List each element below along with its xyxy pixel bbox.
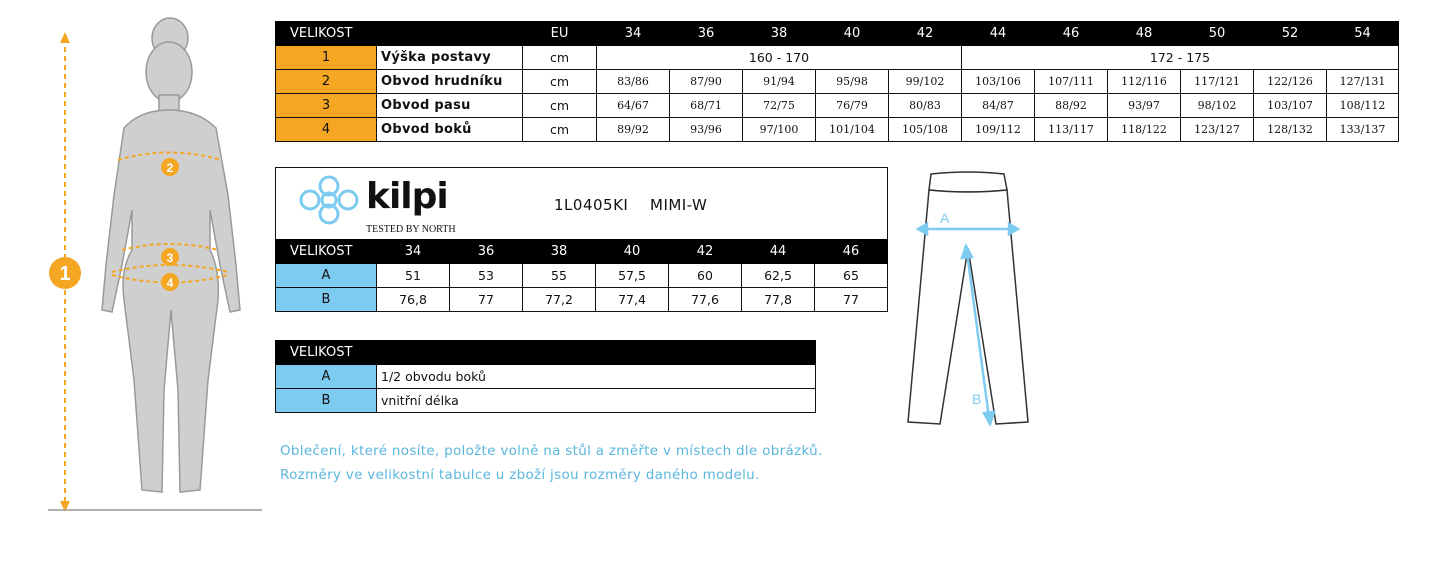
header-size: 46	[815, 240, 888, 264]
table-row	[276, 70, 1399, 94]
table-row	[276, 94, 1399, 118]
header-size: 42	[889, 22, 962, 46]
value-cell: 107/111	[1035, 70, 1108, 94]
value-cell: 83/86	[597, 70, 670, 94]
value-cell: 112/116	[1108, 70, 1181, 94]
value-cell: 77,6	[669, 288, 742, 312]
row-key: B	[276, 389, 377, 413]
value-cell: 68/71	[670, 94, 743, 118]
value-cell: 122/126	[1254, 70, 1327, 94]
header-size: 38	[743, 22, 816, 46]
svg-text:2: 2	[166, 161, 174, 175]
svg-text:4: 4	[166, 276, 174, 290]
value-cell: 98/102	[1181, 94, 1254, 118]
row-label: Obvod pasu	[377, 94, 523, 118]
header-size: 50	[1181, 22, 1254, 46]
row-label: Výška postavy	[377, 46, 523, 70]
product-header	[276, 168, 888, 240]
value-cell: 105/108	[889, 118, 962, 142]
header-velikost: VELIKOST	[276, 22, 377, 46]
pants-label-a: A	[940, 210, 950, 226]
header-size: 40	[596, 240, 669, 264]
header-size: 38	[523, 240, 596, 264]
svg-text:1: 1	[59, 263, 71, 285]
value-cell: 128/132	[1254, 118, 1327, 142]
product-banner	[276, 168, 888, 240]
value-cell: 103/106	[962, 70, 1035, 94]
value-cell: 80/83	[889, 94, 962, 118]
row-number: 1	[276, 46, 377, 70]
value-cell: 93/96	[670, 118, 743, 142]
value-cell: 57,5	[596, 264, 669, 288]
value-cell: 127/131	[1327, 70, 1399, 94]
header-eu: EU	[523, 22, 597, 46]
marker-2	[161, 158, 179, 176]
header-size: 42	[669, 240, 742, 264]
kilpi-knot-icon	[298, 174, 360, 226]
header-size: 52	[1254, 22, 1327, 46]
table-row	[276, 264, 888, 288]
value-cell: 99/102	[889, 70, 962, 94]
header-size: 34	[377, 240, 450, 264]
value-cell: 95/98	[816, 70, 889, 94]
marker-3	[161, 248, 179, 266]
legend-table	[275, 340, 816, 413]
row-number: 3	[276, 94, 377, 118]
table-row	[276, 46, 1399, 70]
row-unit: cm	[523, 94, 597, 118]
value-cell: 108/112	[1327, 94, 1399, 118]
value-cell: 51	[377, 264, 450, 288]
row-number: 2	[276, 70, 377, 94]
body-figure	[40, 10, 270, 520]
legend-header	[276, 341, 816, 365]
row-unit: cm	[523, 70, 597, 94]
svg-text:3: 3	[166, 251, 174, 265]
value-cell: 77,4	[596, 288, 669, 312]
value-cell: 64/67	[597, 94, 670, 118]
pants-label-b: B	[972, 391, 982, 407]
marker-1	[49, 257, 81, 289]
row-key: A	[276, 365, 377, 389]
value-cell: 76/79	[816, 94, 889, 118]
brand-tagline: TESTED BY NORTH	[366, 224, 456, 235]
header-velikost: VELIKOST	[276, 240, 377, 264]
value-cell: 133/137	[1327, 118, 1399, 142]
value-cell: 113/117	[1035, 118, 1108, 142]
value-cell: 93/97	[1108, 94, 1181, 118]
table-row	[276, 288, 888, 312]
value-cell: 77,2	[523, 288, 596, 312]
value-cell: 87/90	[670, 70, 743, 94]
value-cell: 88/92	[1035, 94, 1108, 118]
value-cell: 109/112	[962, 118, 1035, 142]
size-table-header	[276, 22, 1399, 46]
product-code: 1L0405KI	[554, 196, 629, 214]
value-cell: 60	[669, 264, 742, 288]
row-label: Obvod hrudníku	[377, 70, 523, 94]
value-cell: 91/94	[743, 70, 816, 94]
header-size: 40	[816, 22, 889, 46]
value-cell: 123/127	[1181, 118, 1254, 142]
legend-text: 1/2 obvodu boků	[377, 365, 816, 389]
value-cell: 97/100	[743, 118, 816, 142]
brand-logo: kilpi	[366, 176, 448, 217]
height-range-cell: 172 - 175	[962, 46, 1399, 70]
value-cell: 101/104	[816, 118, 889, 142]
header-size: 46	[1035, 22, 1108, 46]
value-cell: 55	[523, 264, 596, 288]
value-cell: 77	[450, 288, 523, 312]
header-size: 54	[1327, 22, 1399, 46]
value-cell: 84/87	[962, 94, 1035, 118]
measure-note: Oblečení, které nosíte, položte volně na stůl a změřte v místech dle obrázků.	[280, 443, 823, 459]
table-row	[276, 389, 816, 413]
size-table	[275, 21, 1399, 142]
marker-4	[161, 273, 179, 291]
row-number: 4	[276, 118, 377, 142]
header-size: 36	[670, 22, 743, 46]
row-unit: cm	[523, 118, 597, 142]
product-table	[275, 167, 888, 312]
value-cell: 72/75	[743, 94, 816, 118]
product-name: MIMI-W	[650, 196, 708, 214]
header-size: 36	[450, 240, 523, 264]
row-key: B	[276, 288, 377, 312]
value-cell: 65	[815, 264, 888, 288]
value-cell: 77,8	[742, 288, 815, 312]
pants-diagram	[900, 168, 1040, 430]
row-key: A	[276, 264, 377, 288]
value-cell: 77	[815, 288, 888, 312]
header-size: 44	[742, 240, 815, 264]
height-range-cell: 160 - 170	[597, 46, 962, 70]
legend-text: vnitřní délka	[377, 389, 816, 413]
header-size: 48	[1108, 22, 1181, 46]
value-cell: 103/107	[1254, 94, 1327, 118]
value-cell: 89/92	[597, 118, 670, 142]
model-note: Rozměry ve velikostní tabulce u zboží jsou rozměry daného modelu.	[280, 467, 760, 483]
value-cell: 53	[450, 264, 523, 288]
value-cell: 76,8	[377, 288, 450, 312]
header-velikost: VELIKOST	[276, 341, 816, 365]
product-size-header	[276, 240, 888, 264]
header-size: 34	[597, 22, 670, 46]
table-row	[276, 118, 1399, 142]
row-unit: cm	[523, 46, 597, 70]
value-cell: 118/122	[1108, 118, 1181, 142]
table-row	[276, 365, 816, 389]
value-cell: 62,5	[742, 264, 815, 288]
value-cell: 117/121	[1181, 70, 1254, 94]
row-label: Obvod boků	[377, 118, 523, 142]
header-blank	[377, 22, 523, 46]
header-size: 44	[962, 22, 1035, 46]
